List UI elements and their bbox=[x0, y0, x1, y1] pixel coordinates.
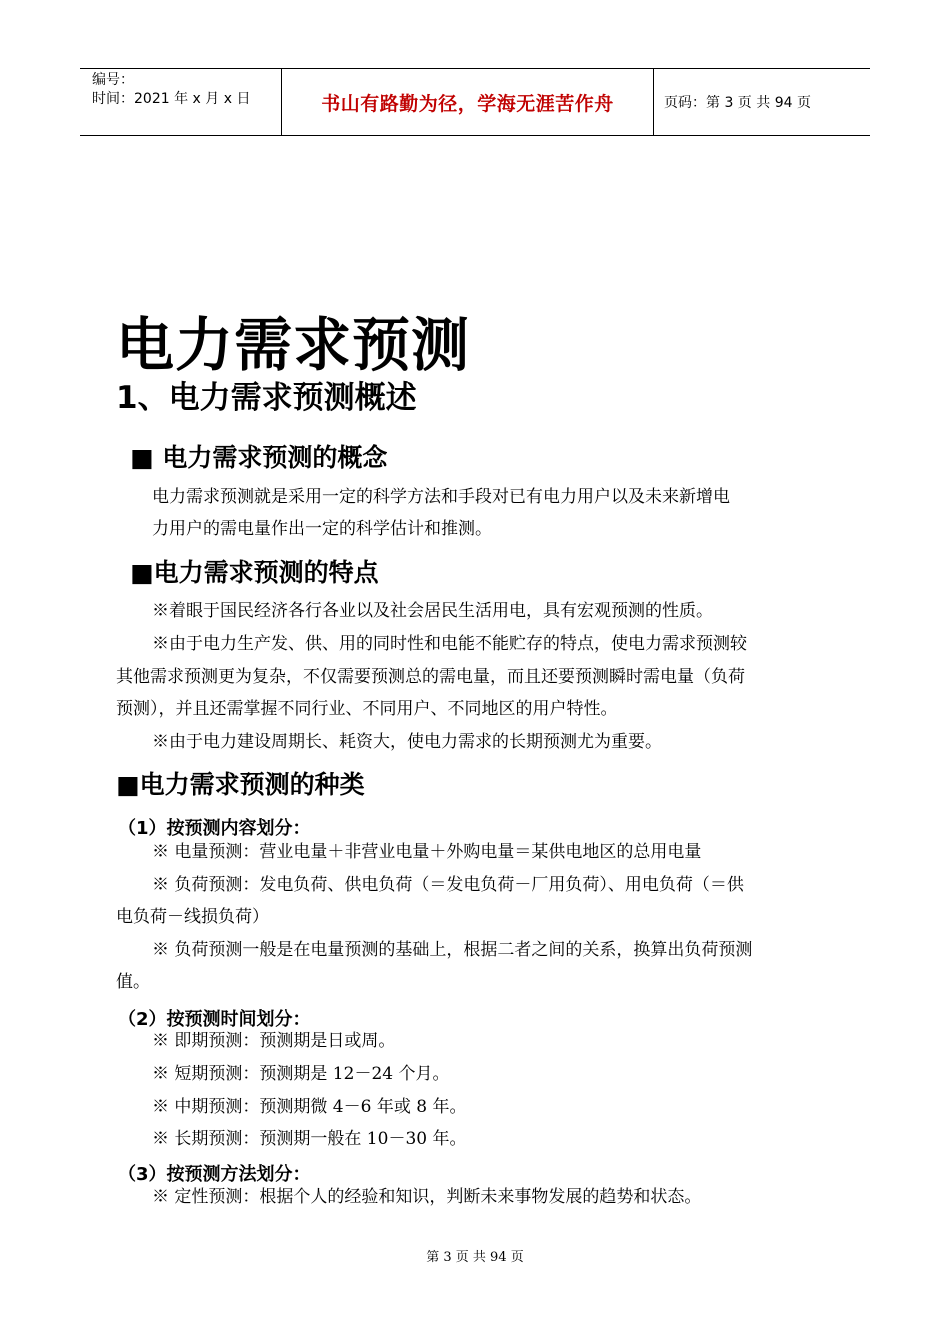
content-item-load-line2: 电负荷－线损负荷） bbox=[116, 907, 269, 927]
content-item-energy: ※ 电量预测：营业电量＋非营业电量＋外购电量＝某供电地区的总用电量 bbox=[152, 842, 702, 862]
page-footer: 第 3 页 共 94 页 bbox=[426, 1250, 524, 1265]
document-title: 电力需求预测 bbox=[116, 311, 471, 379]
method-item-qualitative: ※ 定性预测：根据个人的经验和知识，判断未来事物发展的趋势和状态。 bbox=[152, 1187, 702, 1207]
time-item-immediate: ※ 即期预测：预测期是日或周。 bbox=[152, 1031, 396, 1051]
time-label: 时间：2021 年 x 月 x 日 bbox=[92, 91, 251, 107]
page-header bbox=[80, 68, 870, 136]
heading-types: ■电力需求预测的种类 bbox=[116, 770, 365, 799]
heading-concept: ■ 电力需求预测的概念 bbox=[130, 443, 388, 472]
time-item-short: ※ 短期预测：预测期是 12－24 个月。 bbox=[152, 1064, 450, 1084]
feature-item-2-line1: ※由于电力生产发、供、用的同时性和电能不能贮存的特点，使电力需求预测较 bbox=[152, 634, 747, 654]
concept-paragraph-line1: 电力需求预测就是采用一定的科学方法和手段对已有电力用户以及未来新增电 bbox=[152, 487, 730, 507]
feature-item-1: ※着眼于国民经济各行各业以及社会居民生活用电，具有宏观预测的性质。 bbox=[152, 601, 713, 621]
subheading-by-method: （3）按预测方法划分： bbox=[118, 1164, 311, 1185]
feature-item-2-line2: 其他需求预测更为复杂，不仅需要预测总的需电量，而且还要预测瞬时需电量（负荷 bbox=[116, 667, 745, 687]
time-item-long: ※ 长期预测：预测期一般在 10－30 年。 bbox=[152, 1129, 467, 1149]
section-heading-overview: 1、电力需求预测概述 bbox=[116, 380, 417, 416]
feature-item-3: ※由于电力建设周期长、耗资大，使电力需求的长期预测尤为重要。 bbox=[152, 732, 662, 752]
number-label: 编号： bbox=[92, 72, 134, 88]
heading-features: ■电力需求预测的特点 bbox=[130, 558, 379, 587]
header-page-number: 页码：第 3 页 共 94 页 bbox=[664, 95, 811, 111]
content-item-note-line1: ※ 负荷预测一般是在电量预测的基础上，根据二者之间的关系，换算出负荷预测 bbox=[152, 940, 753, 960]
header-meta bbox=[80, 69, 282, 135]
content-item-note-line2: 值。 bbox=[116, 972, 150, 992]
content-item-load-line1: ※ 负荷预测：发电负荷、供电负荷（＝发电负荷－厂用负荷）、用电负荷（＝供 bbox=[152, 875, 744, 895]
feature-item-2-line3: 预测），并且还需掌握不同行业、不同用户、不同地区的用户特性。 bbox=[116, 699, 618, 719]
header-motto: 书山有路勤为径，学海无涯苦作舟 bbox=[282, 69, 654, 135]
time-item-medium: ※ 中期预测：预测期微 4－6 年或 8 年。 bbox=[152, 1097, 467, 1117]
concept-paragraph-line2: 力用户的需电量作出一定的科学估计和推测。 bbox=[152, 519, 492, 539]
subheading-by-time: （2）按预测时间划分： bbox=[118, 1009, 311, 1030]
subheading-by-content: （1）按预测内容划分： bbox=[118, 818, 311, 839]
